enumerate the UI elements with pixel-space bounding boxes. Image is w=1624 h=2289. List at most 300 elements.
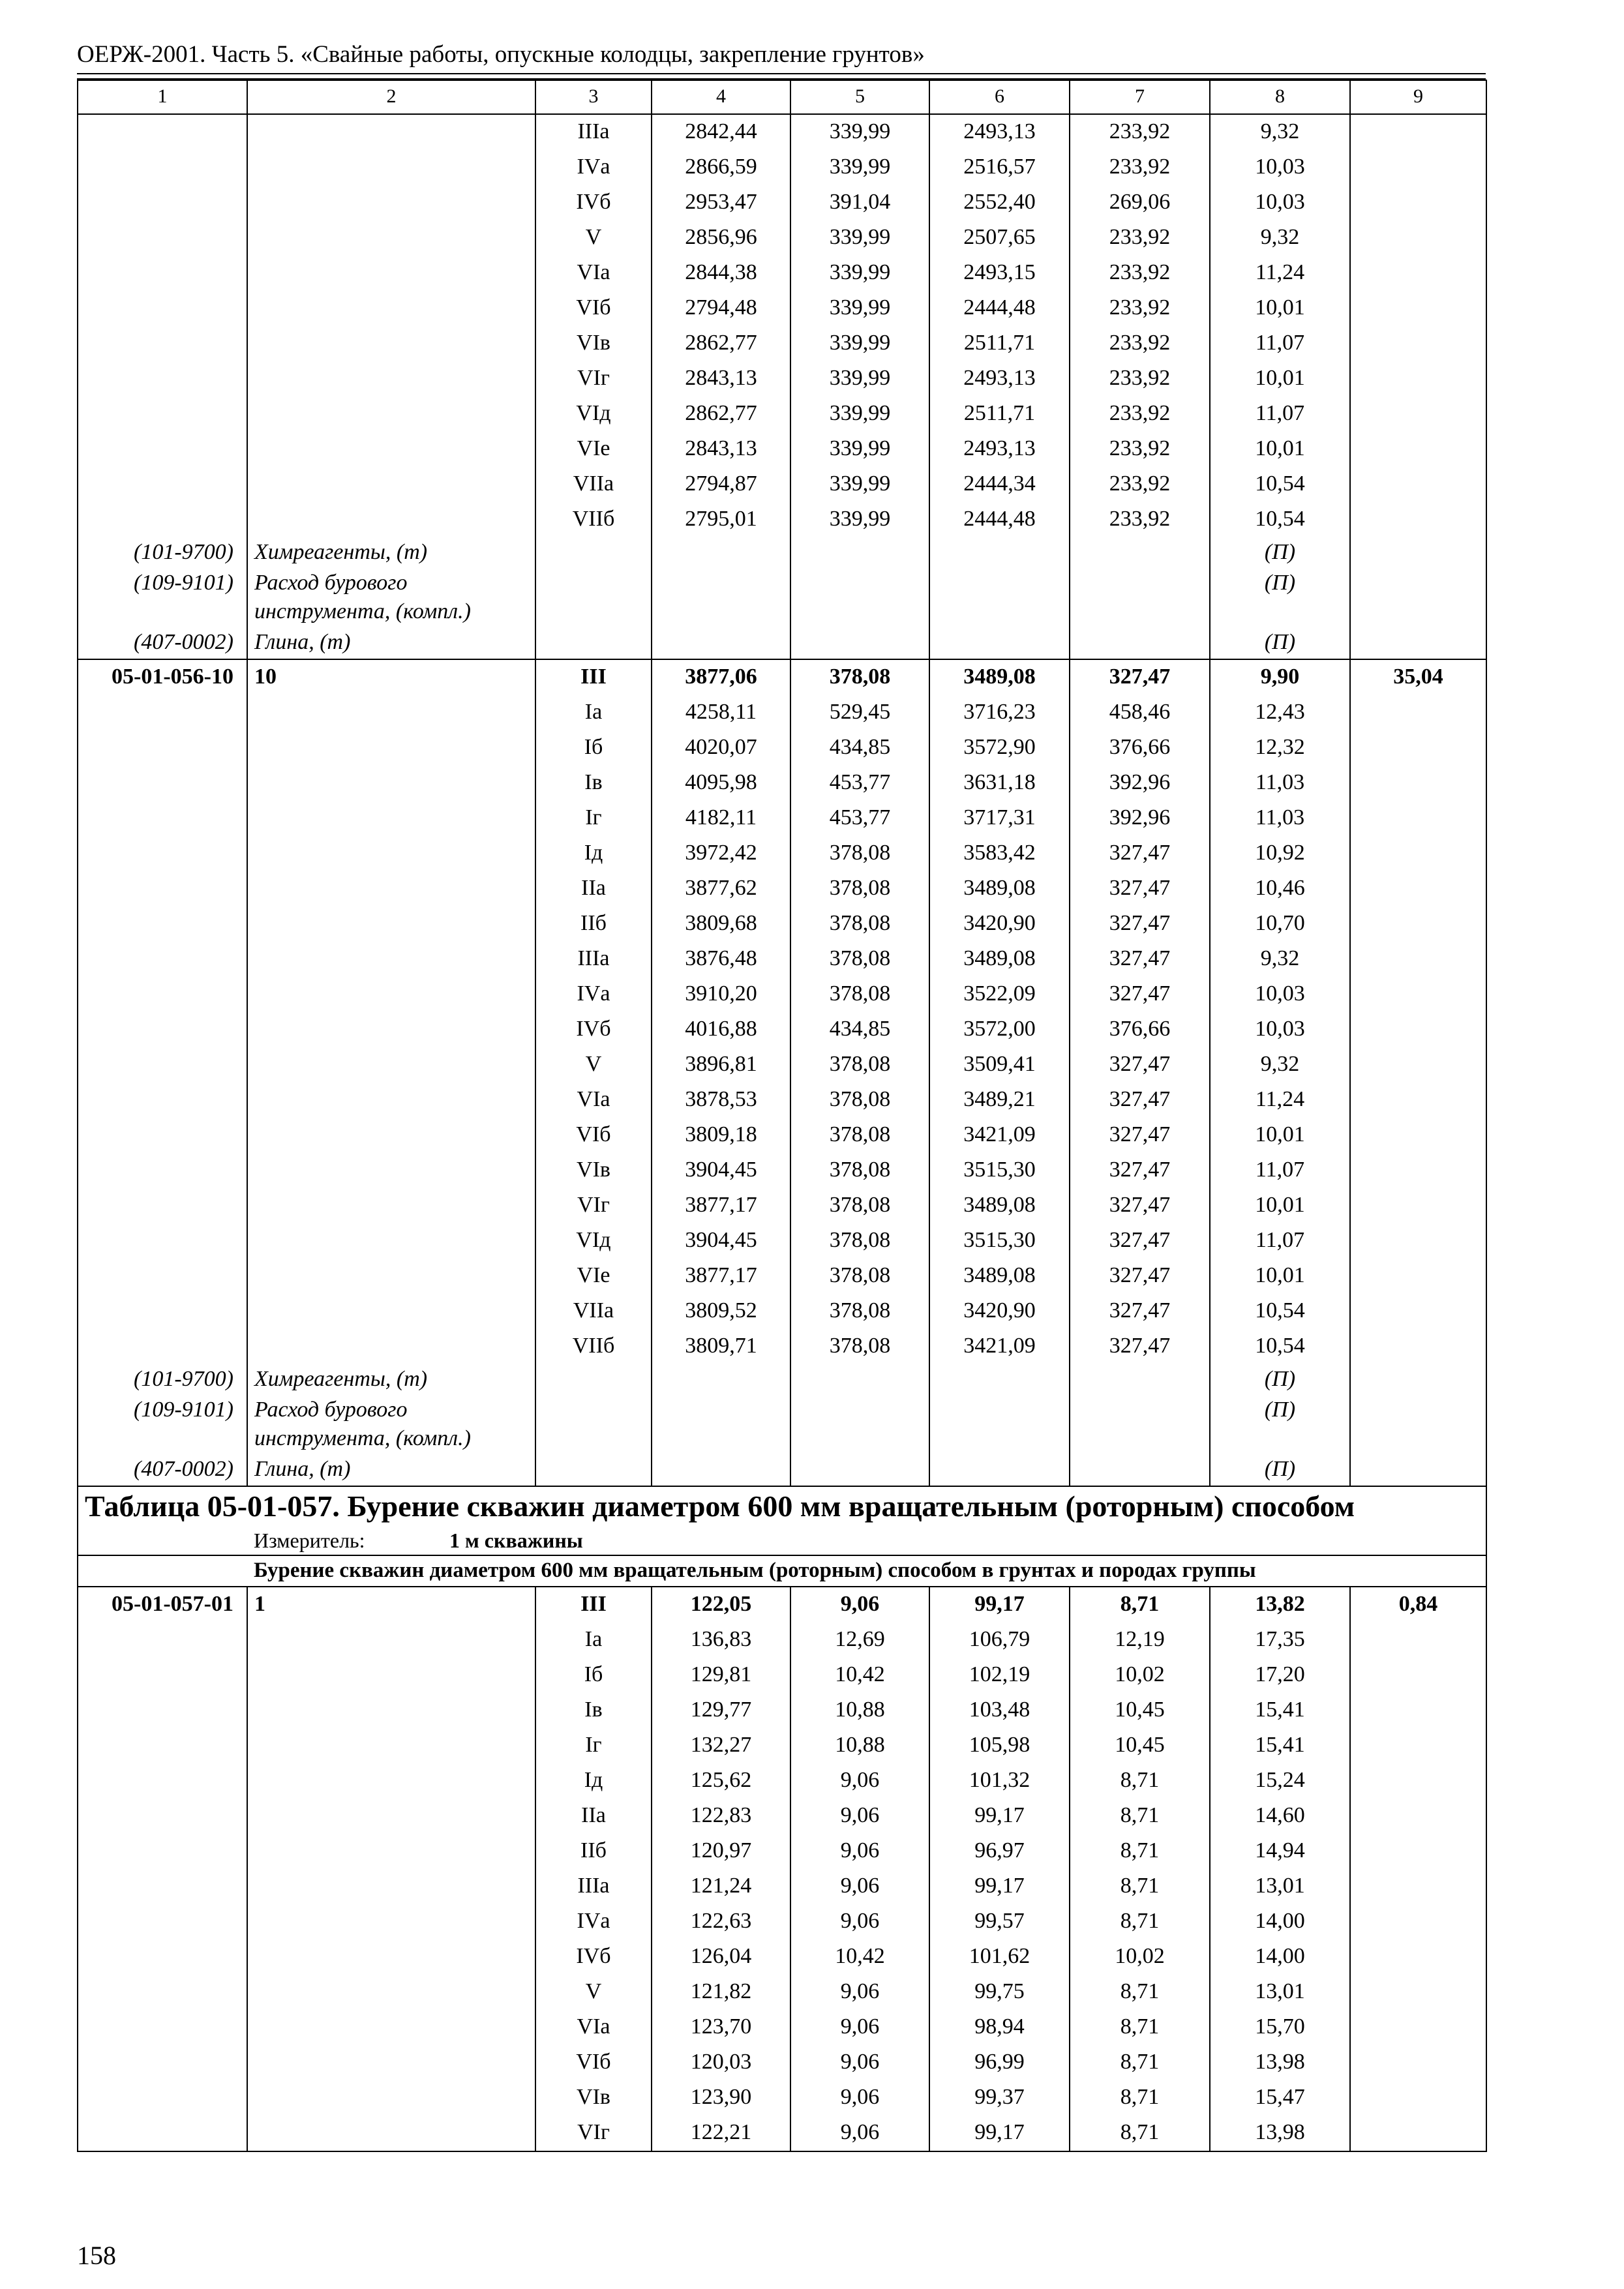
labor-cell xyxy=(1350,1396,1486,1454)
value-cell: VIг xyxy=(535,2116,652,2151)
table-row xyxy=(78,1834,1486,1869)
value-cell: 15,41 xyxy=(1210,1693,1350,1728)
labor-cell xyxy=(1350,569,1486,627)
table-row xyxy=(78,1939,1486,1975)
column-number: 5 xyxy=(790,80,929,114)
value-cell: 3972,42 xyxy=(652,836,790,871)
labor-cell: 35,04 xyxy=(1350,659,1486,695)
value-cell: 10,46 xyxy=(1210,871,1350,906)
resource-code: (407-0002) xyxy=(78,1454,247,1486)
value-cell: 327,47 xyxy=(1070,942,1210,977)
labor-cell xyxy=(1350,1294,1486,1329)
labor-cell xyxy=(1350,1153,1486,1188)
value-cell: IIIа xyxy=(535,114,652,150)
table-row xyxy=(78,1693,1486,1728)
table-row xyxy=(78,1012,1486,1047)
code-cell xyxy=(78,256,247,291)
value-cell: 13,01 xyxy=(1210,1975,1350,2010)
value-cell: 11,03 xyxy=(1210,766,1350,801)
value-cell: 13,98 xyxy=(1210,2045,1350,2080)
value-cell: 4095,98 xyxy=(652,766,790,801)
table-row xyxy=(78,1587,1486,1623)
meter-cell xyxy=(247,1526,1486,1555)
code-cell xyxy=(78,467,247,502)
value-cell: VIе xyxy=(535,1259,652,1294)
resource-name-line: Расход бурового xyxy=(254,1398,408,1422)
value-cell: 378,08 xyxy=(790,977,929,1012)
table-row xyxy=(78,1869,1486,1904)
code-cell xyxy=(78,1904,247,1939)
labor-cell xyxy=(1350,502,1486,537)
value-cell xyxy=(652,1454,790,1486)
code-cell xyxy=(78,114,247,150)
position-cell xyxy=(247,396,535,432)
position-cell xyxy=(247,766,535,801)
value-cell: 10,42 xyxy=(790,1658,929,1693)
code-cell xyxy=(78,695,247,730)
code-cell xyxy=(78,1047,247,1083)
value-cell: 3515,30 xyxy=(929,1223,1070,1259)
value-cell: 9,06 xyxy=(790,1799,929,1834)
table-title: Таблица 05-01-057. Бурение скважин диаметром 600 мм вращательным (роторным) способом xyxy=(78,1486,1486,1526)
position-cell: 10 xyxy=(247,659,535,695)
value-cell: 9,06 xyxy=(790,1904,929,1939)
value-cell: 376,66 xyxy=(1070,1012,1210,1047)
value-cell xyxy=(652,627,790,659)
position-cell xyxy=(247,977,535,1012)
value-cell: 2843,13 xyxy=(652,432,790,467)
code-cell xyxy=(78,1118,247,1153)
value-cell: 101,62 xyxy=(929,1939,1070,1975)
column-number: 4 xyxy=(652,80,790,114)
column-number: 8 xyxy=(1210,80,1350,114)
value-cell: 339,99 xyxy=(790,256,929,291)
value-cell: VIа xyxy=(535,2010,652,2045)
value-cell: 8,71 xyxy=(1070,1763,1210,1799)
value-cell: 2493,13 xyxy=(929,432,1070,467)
value-cell: 378,08 xyxy=(790,1153,929,1188)
labor-cell xyxy=(1350,361,1486,396)
value-cell: 8,71 xyxy=(1070,2010,1210,2045)
table-row xyxy=(78,1188,1486,1223)
table-row xyxy=(78,836,1486,871)
value-cell: 376,66 xyxy=(1070,730,1210,766)
value-cell: 10,88 xyxy=(790,1693,929,1728)
value-cell: 327,47 xyxy=(1070,871,1210,906)
position-cell xyxy=(247,2116,535,2151)
value-cell: Iв xyxy=(535,766,652,801)
position-cell xyxy=(247,1693,535,1728)
value-cell xyxy=(535,569,652,627)
value-cell: 98,94 xyxy=(929,2010,1070,2045)
value-cell: IVб xyxy=(535,185,652,220)
value-cell: 2794,48 xyxy=(652,291,790,326)
value-cell: 10,02 xyxy=(1070,1658,1210,1693)
value-cell: 9,06 xyxy=(790,1869,929,1904)
value-cell: 327,47 xyxy=(1070,659,1210,695)
table-row xyxy=(78,1083,1486,1118)
labor-cell xyxy=(1350,256,1486,291)
value-cell: 17,20 xyxy=(1210,1658,1350,1693)
value-cell: 453,77 xyxy=(790,766,929,801)
value-cell xyxy=(929,627,1070,659)
labor-cell xyxy=(1350,291,1486,326)
value-cell: VIIа xyxy=(535,1294,652,1329)
value-cell: 3572,90 xyxy=(929,730,1070,766)
position-cell xyxy=(247,1834,535,1869)
labor-cell xyxy=(1350,2010,1486,2045)
position-cell xyxy=(247,906,535,942)
value-cell: 2856,96 xyxy=(652,220,790,256)
page-header: ОЕРЖ-2001. Часть 5. «Свайные работы, опускные колодцы, закрепление грунтов» xyxy=(77,41,925,68)
value-cell xyxy=(535,1454,652,1486)
value-cell: 103,48 xyxy=(929,1693,1070,1728)
value-cell: 9,32 xyxy=(1210,1047,1350,1083)
resource-value: (П) xyxy=(1210,1454,1350,1486)
value-cell: 378,08 xyxy=(790,1188,929,1223)
code-cell xyxy=(78,326,247,361)
value-cell xyxy=(929,537,1070,569)
labor-cell: 0,84 xyxy=(1350,1587,1486,1623)
value-cell: 327,47 xyxy=(1070,1083,1210,1118)
value-cell: 99,17 xyxy=(929,1587,1070,1623)
code-cell: 05-01-056-10 xyxy=(78,659,247,695)
value-cell xyxy=(790,569,929,627)
value-cell: 378,08 xyxy=(790,1329,929,1364)
value-cell: 9,06 xyxy=(790,2010,929,2045)
value-cell xyxy=(535,537,652,569)
column-number: 2 xyxy=(247,80,535,114)
resource-value: (П) xyxy=(1210,537,1350,569)
value-cell: 3421,09 xyxy=(929,1329,1070,1364)
table-row xyxy=(78,977,1486,1012)
value-cell: 12,69 xyxy=(790,1623,929,1658)
value-cell: 14,00 xyxy=(1210,1939,1350,1975)
resource-code: (101-9700) xyxy=(78,537,247,569)
value-cell: VIв xyxy=(535,1153,652,1188)
position-cell xyxy=(247,256,535,291)
value-cell: 123,90 xyxy=(652,2080,790,2116)
labor-cell xyxy=(1350,537,1486,569)
column-number: 7 xyxy=(1070,80,1210,114)
value-cell: VIв xyxy=(535,326,652,361)
value-cell: 327,47 xyxy=(1070,1329,1210,1364)
labor-cell xyxy=(1350,1728,1486,1763)
value-cell: 122,63 xyxy=(652,1904,790,1939)
value-cell: 378,08 xyxy=(790,836,929,871)
code-cell xyxy=(78,1153,247,1188)
value-cell: 4182,11 xyxy=(652,801,790,836)
code-cell xyxy=(78,291,247,326)
value-cell: 10,01 xyxy=(1210,361,1350,396)
value-cell: 8,71 xyxy=(1070,1834,1210,1869)
value-cell: VIб xyxy=(535,291,652,326)
table-row xyxy=(78,1526,1486,1555)
code-cell xyxy=(78,1799,247,1834)
value-cell: 378,08 xyxy=(790,1259,929,1294)
value-cell: Iа xyxy=(535,695,652,730)
table-row xyxy=(78,150,1486,185)
value-cell: 96,99 xyxy=(929,2045,1070,2080)
table-row xyxy=(78,695,1486,730)
value-cell: 99,75 xyxy=(929,1975,1070,2010)
table-row xyxy=(78,1364,1486,1396)
value-cell: 120,03 xyxy=(652,2045,790,2080)
code-cell xyxy=(78,1329,247,1364)
value-cell: 13,98 xyxy=(1210,2116,1350,2151)
value-cell: 99,37 xyxy=(929,2080,1070,2116)
position-cell xyxy=(247,291,535,326)
value-cell: Iд xyxy=(535,836,652,871)
position-cell xyxy=(247,1188,535,1223)
value-cell: 233,92 xyxy=(1070,256,1210,291)
value-cell: VIIб xyxy=(535,1329,652,1364)
page-number: 158 xyxy=(77,2241,116,2270)
table-row xyxy=(78,1728,1486,1763)
value-cell: IVб xyxy=(535,1012,652,1047)
position-cell xyxy=(247,2080,535,2116)
table-row xyxy=(78,291,1486,326)
resource-name xyxy=(247,537,535,569)
value-cell: Iг xyxy=(535,1728,652,1763)
position-cell xyxy=(247,836,535,871)
value-cell: 8,71 xyxy=(1070,1904,1210,1939)
value-cell: 9,06 xyxy=(790,1834,929,1869)
value-cell: 378,08 xyxy=(790,1047,929,1083)
value-cell: 9,06 xyxy=(790,1587,929,1623)
resource-name xyxy=(247,569,535,627)
value-cell: 339,99 xyxy=(790,291,929,326)
value-cell: 2493,13 xyxy=(929,114,1070,150)
code-cell xyxy=(78,836,247,871)
value-cell: IIIа xyxy=(535,942,652,977)
meter-spacer xyxy=(78,1526,247,1555)
value-cell: VIв xyxy=(535,2080,652,2116)
labor-cell xyxy=(1350,730,1486,766)
labor-cell xyxy=(1350,1083,1486,1118)
value-cell: 10,54 xyxy=(1210,1294,1350,1329)
value-cell: 3877,62 xyxy=(652,871,790,906)
table-row xyxy=(78,627,1486,659)
value-cell: 233,92 xyxy=(1070,150,1210,185)
value-cell: IVа xyxy=(535,1904,652,1939)
code-cell xyxy=(78,1223,247,1259)
position-cell xyxy=(247,695,535,730)
labor-cell xyxy=(1350,1012,1486,1047)
value-cell: 233,92 xyxy=(1070,467,1210,502)
value-cell: 2511,71 xyxy=(929,396,1070,432)
value-cell: Iг xyxy=(535,801,652,836)
position-cell xyxy=(247,326,535,361)
value-cell: 2866,59 xyxy=(652,150,790,185)
value-cell: 233,92 xyxy=(1070,432,1210,467)
column-number: 9 xyxy=(1350,80,1486,114)
value-cell: 125,62 xyxy=(652,1763,790,1799)
value-cell: 9,06 xyxy=(790,2045,929,2080)
table-row xyxy=(78,1223,1486,1259)
labor-cell xyxy=(1350,1693,1486,1728)
value-cell: 378,08 xyxy=(790,1083,929,1118)
column-number: 3 xyxy=(535,80,652,114)
value-cell: 233,92 xyxy=(1070,326,1210,361)
labor-cell xyxy=(1350,695,1486,730)
value-cell: VIг xyxy=(535,1188,652,1223)
table-row xyxy=(78,1763,1486,1799)
table-row xyxy=(78,1259,1486,1294)
value-cell: 10,88 xyxy=(790,1728,929,1763)
value-cell: 11,03 xyxy=(1210,801,1350,836)
labor-cell xyxy=(1350,432,1486,467)
resource-code: (407-0002) xyxy=(78,627,247,659)
value-cell: 3420,90 xyxy=(929,906,1070,942)
value-cell xyxy=(652,537,790,569)
value-cell xyxy=(929,569,1070,627)
value-cell: 339,99 xyxy=(790,220,929,256)
code-cell xyxy=(78,1623,247,1658)
code-cell xyxy=(78,185,247,220)
labor-cell xyxy=(1350,185,1486,220)
code-cell xyxy=(78,2080,247,2116)
labor-cell xyxy=(1350,2045,1486,2080)
value-cell: 3910,20 xyxy=(652,977,790,1012)
value-cell: 327,47 xyxy=(1070,1153,1210,1188)
resource-name xyxy=(247,1364,535,1396)
labor-cell xyxy=(1350,627,1486,659)
value-cell: IIа xyxy=(535,871,652,906)
value-cell: 327,47 xyxy=(1070,977,1210,1012)
labor-cell xyxy=(1350,1763,1486,1799)
table-row xyxy=(78,220,1486,256)
value-cell: 3631,18 xyxy=(929,766,1070,801)
value-cell: 3809,71 xyxy=(652,1329,790,1364)
position-cell xyxy=(247,1799,535,1834)
value-cell: 12,32 xyxy=(1210,730,1350,766)
position-cell xyxy=(247,361,535,396)
resource-name xyxy=(247,627,535,659)
value-cell: Iа xyxy=(535,1623,652,1658)
value-cell: 3877,17 xyxy=(652,1259,790,1294)
value-cell: 3877,17 xyxy=(652,1188,790,1223)
value-cell: 121,82 xyxy=(652,1975,790,2010)
code-cell xyxy=(78,1012,247,1047)
table-row xyxy=(78,326,1486,361)
position-cell xyxy=(247,1904,535,1939)
position-cell xyxy=(247,942,535,977)
value-cell: V xyxy=(535,1975,652,2010)
position-cell xyxy=(247,1223,535,1259)
value-cell: 99,57 xyxy=(929,1904,1070,1939)
value-cell: 233,92 xyxy=(1070,114,1210,150)
code-cell xyxy=(78,1939,247,1975)
value-cell: 10,01 xyxy=(1210,1118,1350,1153)
value-cell: 10,01 xyxy=(1210,1259,1350,1294)
value-cell: 3896,81 xyxy=(652,1047,790,1083)
code-cell xyxy=(78,1658,247,1693)
position-cell xyxy=(247,432,535,467)
resource-name-line: Глина, (т) xyxy=(254,1457,351,1481)
labor-cell xyxy=(1350,396,1486,432)
value-cell: 3522,09 xyxy=(929,977,1070,1012)
table-row xyxy=(78,1329,1486,1364)
value-cell: 392,96 xyxy=(1070,766,1210,801)
table-row xyxy=(78,1799,1486,1834)
position-cell xyxy=(247,1728,535,1763)
value-cell: 10,92 xyxy=(1210,836,1350,871)
value-cell: 123,70 xyxy=(652,2010,790,2045)
value-cell xyxy=(790,1454,929,1486)
labor-cell xyxy=(1350,1834,1486,1869)
value-cell: III xyxy=(535,659,652,695)
value-cell: 4258,11 xyxy=(652,695,790,730)
rates-table xyxy=(77,80,1487,2152)
code-cell xyxy=(78,871,247,906)
resource-value: (П) xyxy=(1210,627,1350,659)
table-row xyxy=(78,537,1486,569)
value-cell: 3489,08 xyxy=(929,1188,1070,1223)
value-cell: VIа xyxy=(535,1083,652,1118)
value-cell: 10,02 xyxy=(1070,1939,1210,1975)
meter-label: Измеритель: xyxy=(254,1529,365,1552)
resource-code: (101-9700) xyxy=(78,1364,247,1396)
resource-name-line: Химреагенты, (т) xyxy=(254,1367,428,1391)
table-row xyxy=(78,569,1486,627)
value-cell: 339,99 xyxy=(790,326,929,361)
code-cell xyxy=(78,766,247,801)
value-cell: 434,85 xyxy=(790,730,929,766)
code-cell xyxy=(78,220,247,256)
value-cell: 2795,01 xyxy=(652,502,790,537)
value-cell: 3809,52 xyxy=(652,1294,790,1329)
value-cell: 233,92 xyxy=(1070,220,1210,256)
resource-name xyxy=(247,1396,535,1454)
value-cell: 378,08 xyxy=(790,659,929,695)
value-cell: 3572,00 xyxy=(929,1012,1070,1047)
value-cell: 106,79 xyxy=(929,1623,1070,1658)
table-row xyxy=(78,766,1486,801)
value-cell: 458,46 xyxy=(1070,695,1210,730)
code-cell xyxy=(78,906,247,942)
value-cell: 11,07 xyxy=(1210,396,1350,432)
value-cell: 15,47 xyxy=(1210,2080,1350,2116)
labor-cell xyxy=(1350,906,1486,942)
value-cell: IVа xyxy=(535,977,652,1012)
value-cell: 10,54 xyxy=(1210,467,1350,502)
value-cell: V xyxy=(535,1047,652,1083)
value-cell: 10,01 xyxy=(1210,432,1350,467)
value-cell: 10,45 xyxy=(1070,1693,1210,1728)
table-row xyxy=(78,2080,1486,2116)
position-cell xyxy=(247,220,535,256)
value-cell: 8,71 xyxy=(1070,1975,1210,2010)
value-cell: 15,70 xyxy=(1210,2010,1350,2045)
value-cell: 3583,42 xyxy=(929,836,1070,871)
table-row xyxy=(78,467,1486,502)
value-cell: 2444,48 xyxy=(929,291,1070,326)
position-cell xyxy=(247,467,535,502)
code-cell xyxy=(78,396,247,432)
resource-value: (П) xyxy=(1210,1396,1350,1454)
table-row xyxy=(78,871,1486,906)
table-row xyxy=(78,942,1486,977)
value-cell: 327,47 xyxy=(1070,1118,1210,1153)
value-cell: 3420,90 xyxy=(929,1294,1070,1329)
value-cell xyxy=(790,537,929,569)
value-cell: 9,32 xyxy=(1210,114,1350,150)
resource-name-line: инструмента, (компл.) xyxy=(254,1426,471,1450)
value-cell: 11,07 xyxy=(1210,1153,1350,1188)
table-row xyxy=(78,2045,1486,2080)
value-cell: 2516,57 xyxy=(929,150,1070,185)
